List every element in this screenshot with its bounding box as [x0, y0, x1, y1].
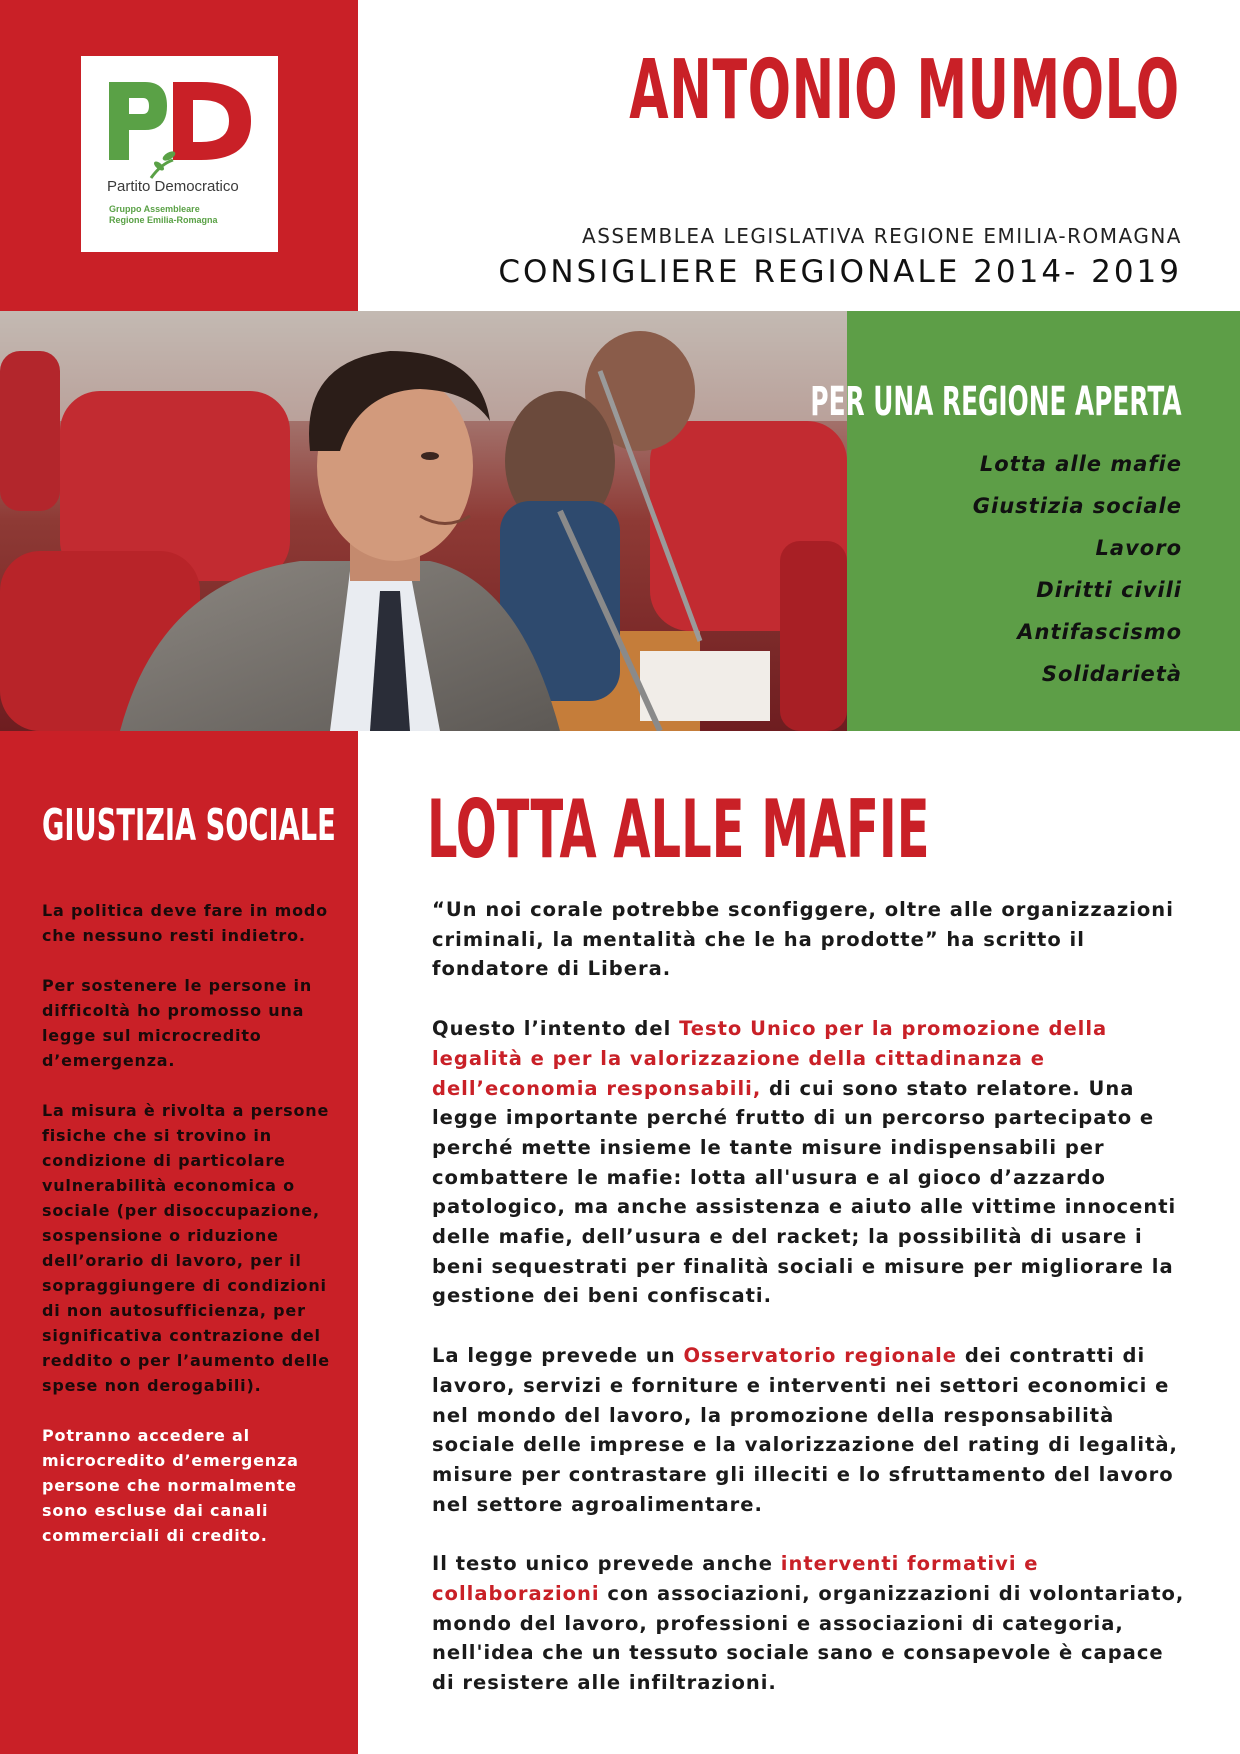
paragraph: “Un noi corale potrebbe sconfiggere, oltre alle organizzazioni criminali, la mentalità che le ha prodotte” ha scritto il fondatore di Libera.: [432, 898, 1174, 981]
values-item: Giustizia sociale: [972, 494, 1182, 518]
values-title: PER UNA REGIONE APERTA: [810, 379, 1182, 425]
highlight-text: Testo Unico per la promozione della legalità e per la valorizzazione della cittadinanza e dell’economia responsabili,: [432, 1017, 1108, 1100]
logo-group-line2: Regione Emilia-Romagna: [109, 215, 218, 225]
text-run: dei contratti di lavoro, servizi e forniture e interventi nei settori economici e nel mondo del lavoro, la promozione della responsabilità sociale delle imprese e la valorizzazione del rating di legalità, misure per contrastare gli illeciti e lo sfruttamento del lavoro nel settore agroalimentare.: [432, 1344, 1178, 1516]
highlight-text: interventi formativi e collaborazioni: [432, 1552, 1039, 1606]
paragraph: La misura è rivolta a persone fisiche che si trovino in condizione di particolare vulnerabilità economica o sociale (per disoccupazione, sospensione o riduzione dell’orario di lavoro, per il sopraggiungere di condizioni di non autosufficienza, per significativa contrazione del reddito o per l’aumento delle spese non derogabili).: [42, 1101, 330, 1395]
highlight-text: Osservatorio regionale: [683, 1344, 958, 1368]
logo-group-label: [109, 204, 218, 226]
section-body-giustizia-sociale: [42, 898, 332, 1573]
logo-party-name: Partito Democratico: [107, 178, 239, 195]
values-item: Lotta alle mafie: [979, 452, 1182, 476]
assembly-label: ASSEMBLEA LEGISLATIVA REGIONE EMILIA-ROMAGNA: [582, 224, 1182, 248]
section-title-giustizia-sociale: GIUSTIZIA SOCIALE: [42, 800, 336, 851]
section-body-lotta-alle-mafie: [432, 895, 1192, 1728]
values-item: Lavoro: [1095, 536, 1182, 560]
portrait-photo-image: [0, 311, 847, 731]
party-logo: [81, 56, 278, 252]
paragraph: Per sostenere le persone in difficoltà ho promosso una legge sul microcredito d’emergenza.: [42, 976, 313, 1070]
paragraph: [432, 1014, 1192, 1311]
paragraph: Potranno accedere al microcredito d’emergenza persone che normalmente sono escluse dai canali commerciali di credito.: [42, 1426, 299, 1545]
paragraph: [432, 1549, 1192, 1698]
text-run: con associazioni, organizzazioni di volontariato, mondo del lavoro, professioni e associazioni di categoria, nell'idea che un tessuto sociale sano e consapevole è capace di resistere alle infiltrazioni.: [432, 1582, 1185, 1695]
text-run: La legge prevede un: [432, 1344, 684, 1368]
values-item: Antifascismo: [1017, 620, 1182, 644]
portrait-photo: [0, 311, 847, 731]
paragraph: La politica deve fare in modo che nessuno resti indietro.: [42, 901, 328, 945]
values-panel: [810, 311, 1240, 731]
candidate-name: ANTONIO MUMOLO: [629, 43, 1180, 138]
values-list: [973, 443, 1182, 695]
paragraph: [432, 1341, 1192, 1519]
section-title-lotta-alle-mafie: LOTTA ALLE MAFIE: [427, 783, 930, 876]
role-label: CONSIGLIERE REGIONALE 2014- 2019: [498, 254, 1182, 290]
text-run: di cui sono stato relatore. Una legge importante perché frutto di un percorso partecipato e perché mette insieme le tante misure indispensabili per combattere le mafie: lotta all'usura e al gioco d’azzardo patologico, ma anche assistenza e aiuto alle vittime innocenti delle mafie, dell’usura e del racket; la possibilità di usare i beni sequestrati per finalità sociali e misure per migliorare la gestione dei beni confiscati.: [432, 1076, 1177, 1308]
values-item: Solidarietà: [1041, 662, 1182, 686]
text-run: Il testo unico prevede anche: [432, 1552, 781, 1576]
values-item: Diritti civili: [1036, 578, 1182, 602]
text-run: Questo l’intento del: [432, 1017, 680, 1041]
logo-group-line1: Gruppo Assembleare: [109, 204, 200, 214]
